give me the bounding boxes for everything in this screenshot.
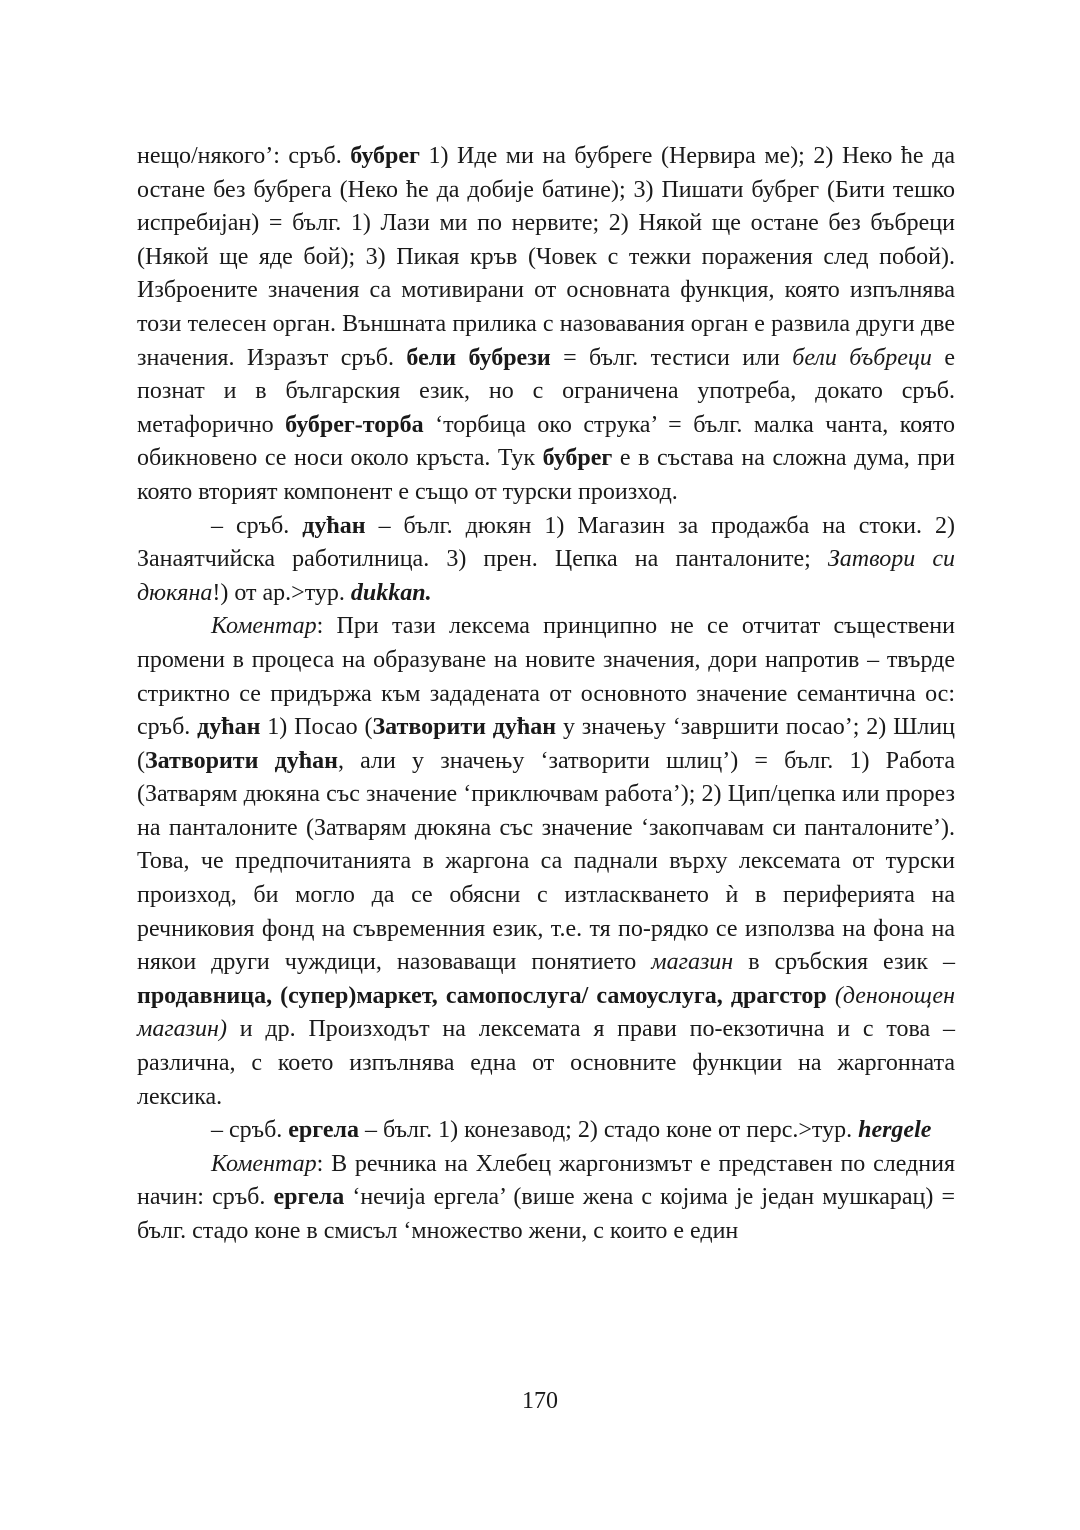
text-run: ‘торбица око струка’ = бълг. малка чанта, която обикновено се носи около кръста. Тук	[137, 411, 955, 472]
text-run: 1) Посао (	[260, 714, 373, 741]
text-run: = бълг. тестиси или	[550, 344, 793, 371]
paragraph-bubreg	[137, 140, 955, 510]
term-duchan: дућан	[302, 512, 366, 539]
term-bubreg-torba: бубрег-торба	[285, 411, 424, 438]
text-run: – сръб.	[211, 512, 303, 539]
comment-label: Коментар	[211, 1150, 317, 1177]
term-list-synonyms: продавница, (супер)маркет, самопослуга/ самоуслуга, драгстор	[137, 982, 827, 1009]
text-run: : При тази лексема принципно не се отчитат съществени промени в процеса на образуване на новите значения, дори напротив – твърде стриктно се придържа към зададената от основното значение семантична ос: сръб.	[137, 613, 955, 741]
term-ergela: ергела	[288, 1117, 359, 1144]
text-run: ‘нечија ергела’ (више жена с којима је један мушкарац) = бълг. стадо коне в смисъл ‘множество жени, с които е един	[137, 1184, 955, 1244]
term-ergela: ергела	[273, 1184, 345, 1211]
etymon-hergele: hergele	[858, 1117, 932, 1144]
text-run: е познат и в българския език, но с ограничена употреба, докато сръб. метафорично	[137, 344, 955, 438]
text-run: – сръб.	[211, 1117, 289, 1144]
term-bubreg: бубрег	[350, 143, 420, 169]
paragraph-duchan-entry	[137, 510, 955, 611]
term-beli-bubrezi: бели бубрези	[406, 344, 551, 371]
text-run: в сръбския език –	[733, 949, 955, 976]
term-zatvoriti-duchan: Затворити дућан	[145, 747, 338, 774]
text-run: 1) Иде ми на бубреге (Нервира ме); 2) Неко ће да остане без бубрега (Неко ће да добије батине); 3) Пишати бубрег (Бити тешко испребијан) = бълг. 1) Лази ми по нервите; 2) Някой ще остане без бъбреци (Някой ще яде бой); 3) Пикая кръв (Човек с тежки поражения след побой). Изброените значения са мотивирани от основната функция, която изпълнява този телесен орган. Външната прилика с назовавания орган е развила други две значения. Изразът сръб.	[137, 143, 955, 371]
page-number: 170	[522, 1388, 558, 1414]
text-run	[827, 983, 835, 1009]
paragraph-ergela-entry	[137, 1114, 955, 1148]
term-magazin: магазин	[651, 949, 734, 976]
text-run: !) от ар.>тур.	[212, 579, 351, 606]
text-run: , али у значењу ‘затворити шлиц’) = бълг. 1) Работа (Затварям дюкяна със значение ‘приключвам работа’); 2) Цип/цепка или прорез на панталоните (Затварям дюкяна със значение ‘закопчавам си панталоните’). Това, че предпочитанията в жаргона са паднали върху лексемата от турски произход, би могло да се обясни с изтласкването ѝ в периферията на речниковия фонд на съвременния език, т.е. тя по-рядко се използва на фона на някои други чуждици, назоваващи понятието	[137, 747, 956, 976]
comment-label: Коментар	[211, 613, 317, 640]
paragraph-ergela-comment	[137, 1148, 955, 1249]
text-run: – бълг. дюкян 1) Магазин за продажба на стоки. 2) Занаятчийска работилница. 3) прен. Цепка на панталоните;	[137, 512, 955, 573]
term-duchan: дућан	[197, 714, 261, 741]
text-run: и др. Произходът на лексемата я прави по-екзотична и с това – различна, с което изпълнява една от основните функции на жаргонната лексика.	[137, 1016, 955, 1110]
text-run: е в състава на сложна дума, при която вторият компонент е също от турски произход.	[137, 445, 955, 505]
text-run: – бълг. 1) конезавод; 2) стадо коне от перс.>тур.	[358, 1117, 859, 1144]
term-bubreg: бубрег	[542, 445, 613, 472]
term-beli-bubreci: бели бъбреци	[792, 344, 932, 371]
etymon-dukkan: dukkan.	[350, 579, 432, 606]
example-zatvori-si-dyukyana: Затвори си дюкяна	[137, 546, 955, 606]
text-run: нещо/някого’: сръб.	[137, 143, 351, 169]
text-run: у значењу ‘завршити посао’; 2) Шлиц (	[137, 714, 955, 774]
paragraph-duchan-comment	[137, 610, 955, 1114]
text-run: : В речника на Хлебец жаргонизмът е представен по следния начин: сръб.	[137, 1150, 955, 1211]
page-body	[137, 140, 955, 1249]
term-zatvoriti-duchan: Затворити дућан	[372, 714, 557, 741]
gloss-denonoshten-magazin: (денонощен магазин)	[137, 982, 955, 1043]
